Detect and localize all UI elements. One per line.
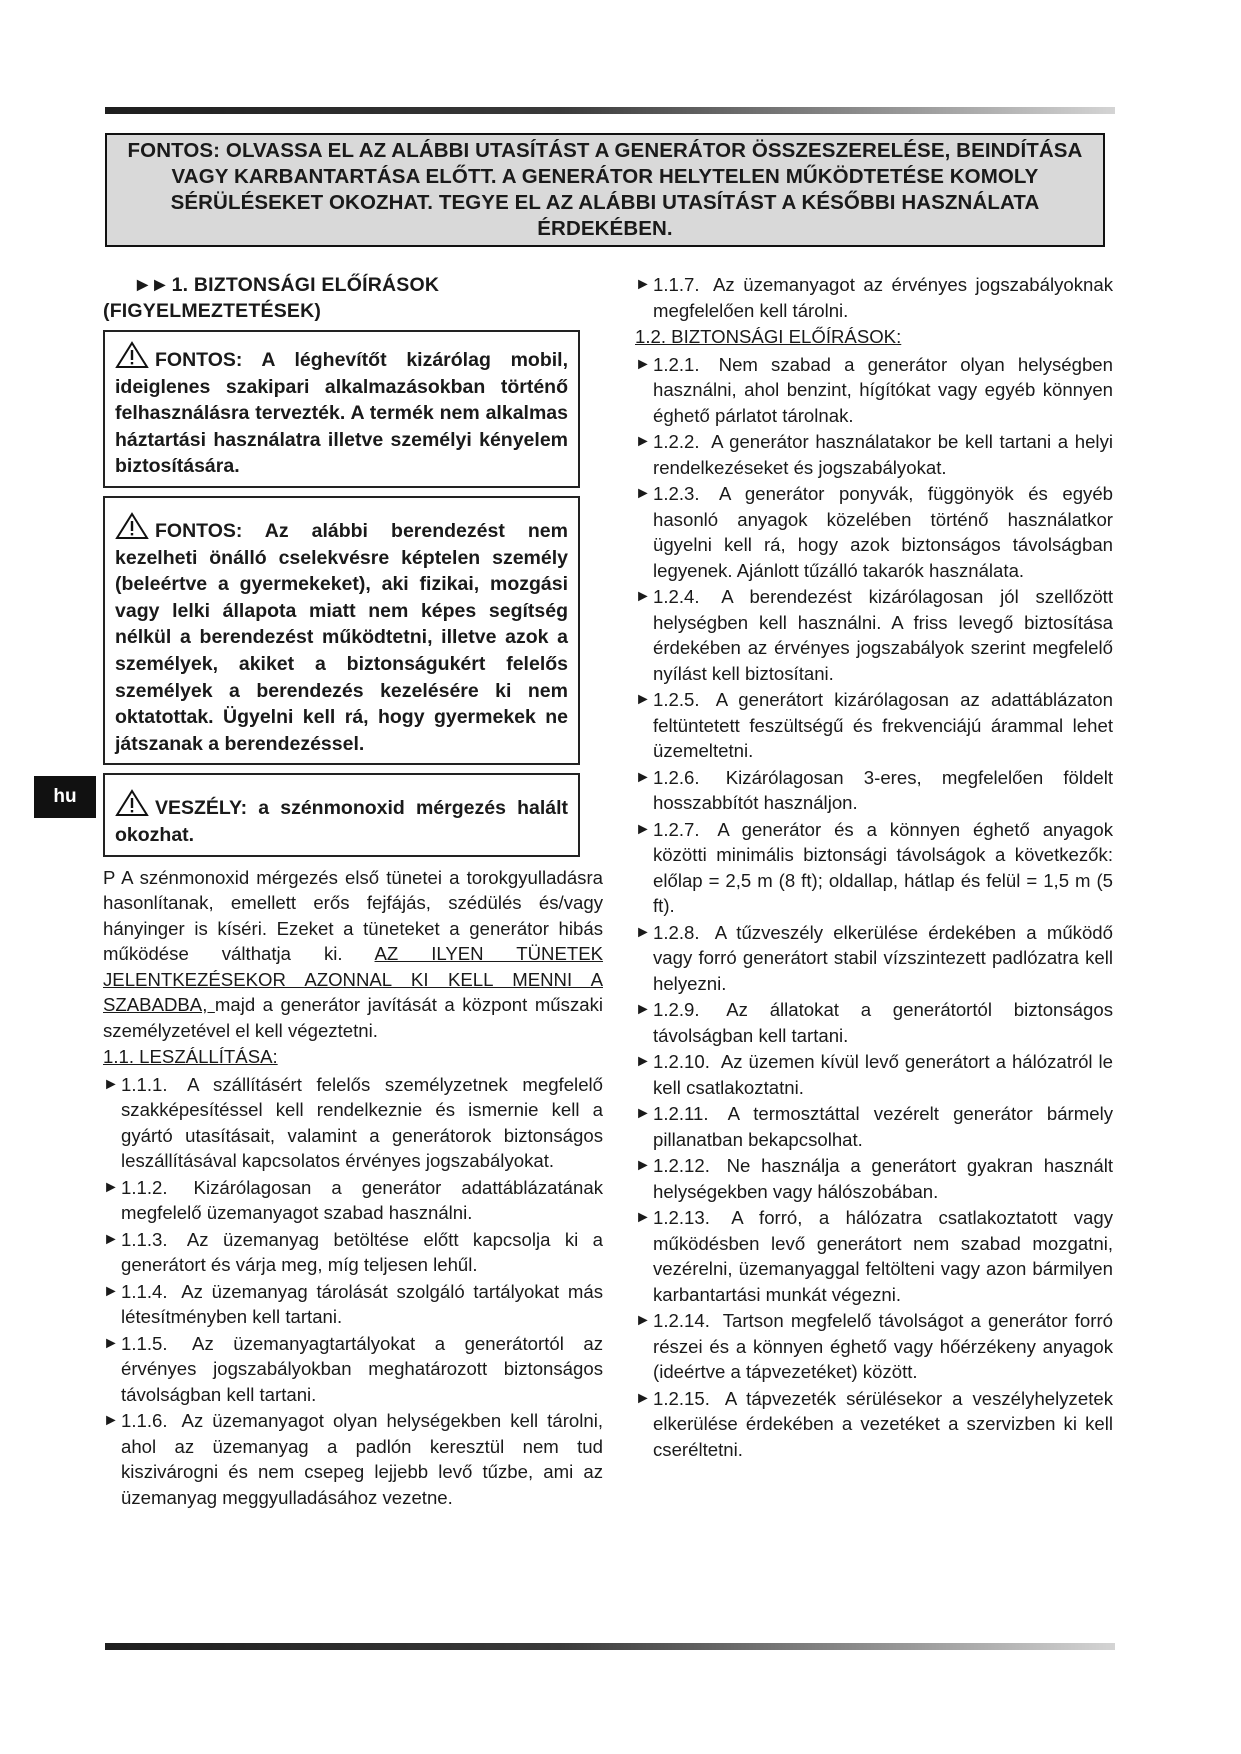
danger-text-carbon-monoxide: VESZÉLY: a szénmonoxid mérgezés halált okozhat. [115,797,568,846]
co-paragraph-underlined: AZ ILYEN TÜNETEK JELENTKEZÉSEKOR AZONNAL KI KELL MENNI A SZABADBA, [103,943,604,1015]
language-tab-label: hu [53,786,77,807]
bullet-arrow-icon: ► [635,588,651,605]
item-text: Az üzemanyagtartályokat a generátortól az érvényes jogszabályokban meghatározott biztonságos távolságban kell tartani. [121,1332,604,1405]
section-heading-text: 1. BIZTONSÁGI ELŐÍRÁSOK (FIGYELMEZTETÉSEK) [103,274,440,322]
item-text: Az üzemanyagot az érvényes jogszabályoknak megfelelően kell tárolni. [653,274,1113,321]
item-number: 1.2.12. [653,1155,710,1176]
bullet-arrow-icon: ► [635,923,651,941]
bullet-arrow-icon: ► [103,1178,119,1196]
item-text: A generátor és a könnyen éghető anyagok közötti minimális biztonsági távolságok a következők: előlap = 2,5 m (8 ft); oldallap, hátlap és felül = 1,5 m (5 ft). [653,818,1113,916]
left-column [103,272,603,1511]
item-text: Az állatokat a generátortól biztonságos távolságban kell tartani. [653,999,1113,1046]
item-number: 1.1.2. [121,1176,168,1198]
item-text: Ne használja a generátort gyakran használt helységekben vagy hálószobában. [653,1155,1113,1202]
item-number: 1.2.10. [653,1051,710,1072]
item-text: Az üzemanyag tárolását szolgáló tartályokat más létesítményben kell tartani. [121,1280,603,1327]
bullet-arrow-icon: ► [635,768,651,786]
item-text: Kizárólagosan a generátor adattáblázatának megfelelő üzemanyagot szabad használni. [121,1176,603,1223]
bullet-arrow-icon: ► [103,1412,119,1429]
list-item [103,1331,603,1408]
list-item [635,272,1113,323]
subsection-title-safety: 1.2. BIZTONSÁGI ELŐÍRÁSOK: [635,326,902,347]
bullet-arrow-icon: ► [103,1282,119,1300]
carbon-monoxide-paragraph [103,865,603,1044]
item-text: Az üzemen kívül levő generátort a hálózatról le kell csatlakoztatni. [653,1051,1114,1098]
item-text: A berendezést kizárólagosan jól szellőzött helységben kell használni. A friss levegő biztosítása érdekében az érvényes jogszabályok szerint megfelelő nyílást kell biztosítani. [653,586,1114,684]
co-paragraph-end: majd a generátor javítását a központ műszaki személyzetével el kell végeztetni. [103,994,604,1041]
bullet-arrow-icon: ► [635,433,651,450]
bullet-arrow-icon: ► [103,1230,119,1248]
item-text: Az üzemanyag betöltése előtt kapcsolja ki a generátort és várja meg, míg teljesen lehűl. [121,1228,604,1275]
language-tab [34,776,96,818]
item-number: 1.1.6. [121,1410,168,1431]
danger-box-carbon-monoxide [103,773,580,856]
item-text: A generátor ponyvák, függönyök és egyéb hasonló anyagok közelében történő használatkor ügyelni kell rá, hogy azok biztonságos távolságban legyenek. Ajánlott tűzálló takarók használata. [653,483,1114,581]
list-item [635,1205,1113,1307]
list-item [635,1153,1113,1204]
item-number: 1.2.11. [653,1103,709,1124]
item-number: 1.1.4. [121,1280,168,1302]
list-item [103,1072,603,1174]
list-item [635,1308,1113,1385]
bullet-arrow-icon: ► [103,1075,119,1093]
item-number: 1.2.4. [653,586,700,607]
list-item [635,1049,1113,1100]
warning-text-operators: FONTOS: Az alábbi berendezést nem kezelheti önálló cselekvésre képtelen személy (beleértve a gyermekeket), aki fizikai, mozgási vagy lelki állapota miatt nem képes segítség nélkül a berendezést működtetni, illetve azok a személyek, akiket a biztonságukért felelős személyek a berendezés kezelésére ki nem oktatottak. Ügyelni kell rá, hogy gyermekek ne játszanak a berendezéssel. [115,519,568,755]
list-item [103,1279,603,1330]
item-number: 1.2.13. [653,1207,710,1228]
co-paragraph-start: P A szénmonoxid mérgezés első tünetei a torokgyulladásra hasonlítanak, emellett erős fejfájás, szédülés és/vagy hányinger is kíséri. Ezeket a tüneteket a generátor hibás működése válthatja ki. [103,866,603,964]
item-number: 1.1.7. [653,274,700,295]
bullet-arrow-icon: ► [103,1334,119,1352]
item-number: 1.2.2. [653,431,700,452]
item-text: A szállításért felelős személyzetnek megfelelő szakképesítéssel kell rendelkeznie és ismernie kell a gyártó utasításait, valamint a generátorok biztonságos leszállításával kapcsolatos érvényes jogszabályokat. [121,1073,604,1171]
warning-triangle-icon [115,341,149,369]
item-number: 1.2.14. [653,1310,710,1331]
list-item [635,920,1113,997]
list-item [103,1408,603,1510]
item-number: 1.2.15. [653,1387,710,1409]
item-number: 1.1.5. [121,1332,168,1354]
list-item [635,481,1113,583]
item-text: Az üzemanyagot olyan helységekben kell tárolni, ahol az üzemanyag a padlón keresztül nem tud kiszivárogni és nem csepeg lejjebb levő tűzbe, ami az üzemanyag meggyulladásához vezetne. [121,1410,603,1508]
bullet-arrow-icon: ► [635,1001,651,1018]
bullet-arrow-icon: ► [635,1209,651,1226]
item-text: Tartson megfelelő távolságot a generátor forró részei és a könnyen éghető vagy hőérzékeny anyagok (ideértve a tápvezetéket) között. [653,1310,1113,1382]
item-number: 1.2.6. [653,766,700,788]
item-text: Nem szabad a generátor olyan helységben használni, ahol benzint, hígítókat vagy egyéb könnyen éghető párlatot tárolnak. [653,353,1113,426]
bullet-arrow-icon: ► [635,1312,651,1329]
item-number: 1.1.3. [121,1228,168,1250]
heading-arrows: ►► [133,274,168,296]
item-text: A generátor használatakor be kell tartani a helyi rendelkezéseket és jogszabályokat. [653,431,1113,478]
list-item [635,687,1113,764]
item-text: A termosztáttal vezérelt generátor bármely pillanatban bekapcsolhat. [653,1103,1113,1150]
list-item [635,1101,1113,1152]
bullet-arrow-icon: ► [635,1053,651,1070]
list-item [103,1227,603,1278]
important-notice-banner [105,133,1105,247]
banner-text: FONTOS: OLVASSA EL AZ ALÁBBI UTASÍTÁST A GENERÁTOR ÖSSZESZERELÉSE, BEINDÍTÁSA VAGY KARBANTARTÁSA ELŐTT. A GENERÁTOR HELYTELEN MŰKÖDTETÉSE KOMOLY SÉRÜLÉSEKET OKOZHAT. TEGYE EL AZ ALÁBBI UTASÍTÁST A KÉSŐBBI HASZNÁLATA ÉRDEKÉBEN. [127,139,1083,240]
bullet-arrow-icon: ► [635,355,651,373]
list-item [103,1175,603,1226]
right-column [635,272,1113,1463]
item-text: A generátort kizárólagosan az adattáblázaton feltüntetett feszültségű és frekvenciájú árammal lehet üzemeltetni. [653,689,1113,761]
list-item [635,997,1113,1048]
bullet-arrow-icon: ► [635,691,651,708]
list-item [635,352,1113,429]
item-number: 1.1.1. [121,1073,168,1095]
warning-triangle-icon [115,789,149,817]
list-item [635,429,1113,480]
item-text: A tápvezeték sérülésekor a veszélyhelyzetek elkerülése érdekében a vezetéket a szervizben ki kell cseréltetni. [653,1387,1113,1460]
item-text: A tűzveszély elkerülése érdekében a működő vagy forró generátort stabil vízszintezett padlózatra kell helyezni. [653,921,1113,994]
bullet-arrow-icon: ► [635,1105,651,1122]
bullet-arrow-icon: ► [635,1157,651,1174]
item-text: A forró, a hálózatra csatlakoztatott vagy működésben levő generátort nem szabad mozgatni, vezérelni, üzemanyaggal feltölteni vagy azon bármilyen karbantartási munkát végezni. [653,1207,1113,1305]
list-item [635,817,1113,919]
bullet-arrow-icon: ► [635,485,651,502]
item-number: 1.2.7. [653,818,700,840]
bullet-arrow-icon: ► [635,276,651,293]
list-item [635,765,1113,816]
item-number: 1.2.8. [653,921,700,943]
item-number: 1.2.5. [653,689,700,710]
top-rule [105,107,1115,114]
warning-box-mobile-use [103,330,580,488]
bullet-arrow-icon: ► [635,820,651,838]
item-number: 1.2.1. [653,353,700,375]
item-text: Kizárólagosan 3-eres, megfelelően földelt hosszabbítót használjon. [653,766,1114,813]
bottom-rule [105,1643,1115,1650]
list-item [635,1386,1113,1463]
subsection-title-transport: 1.1. LESZÁLLÍTÁSA: [103,1046,278,1067]
list-item [635,584,1113,686]
item-number: 1.2.3. [653,483,700,504]
warning-text-mobile-use: FONTOS: A léghevítőt kizárólag mobil, ideiglenes szakipari alkalmazásokban történő felhasználásra tervezték. A termék nem alkalmas háztartási használatra illetve személyi kényelem biztosítására. [115,349,568,478]
warning-triangle-icon [115,512,149,540]
item-number: 1.2.9. [653,999,700,1020]
warning-box-operators [103,496,580,765]
section-heading [103,272,603,324]
bullet-arrow-icon: ► [635,1389,651,1407]
